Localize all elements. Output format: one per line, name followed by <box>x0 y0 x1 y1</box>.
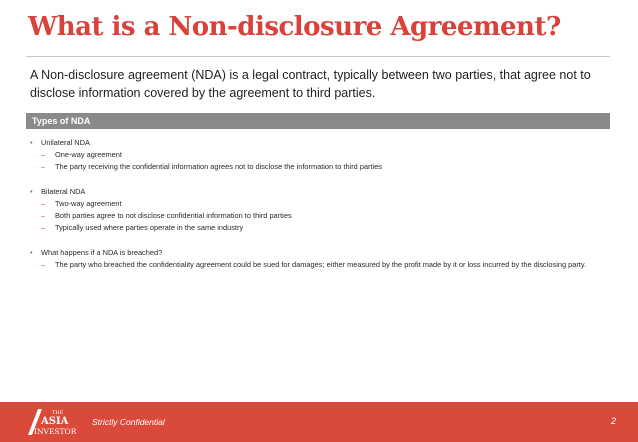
bullet-dot-icon: • <box>30 248 33 257</box>
sub-bullet <box>30 198 620 210</box>
sub-bullet-text: Both parties agree to not disclose confidential information to third parties <box>55 211 292 220</box>
title-divider <box>26 56 610 57</box>
confidential-label: Strictly Confidential <box>92 417 165 427</box>
dash-icon: – <box>41 150 46 159</box>
section-header: Types of NDA <box>26 113 610 129</box>
page-number: 2 <box>610 416 616 426</box>
dash-icon: – <box>41 199 46 208</box>
intro-paragraph: A Non-disclosure agreement (NDA) is a legal contract, typically between two parties, that agree not to disclose information covered by the agreement to third parties. <box>30 68 591 100</box>
dash-icon: – <box>41 260 46 269</box>
sub-bullet-text: Two-way agreement <box>55 199 122 208</box>
bullet-label: Unilateral NDA <box>41 138 90 147</box>
logo-text-the: THE <box>52 410 64 416</box>
sub-bullet <box>30 161 620 173</box>
logo-text-asia: ASIA <box>41 416 69 427</box>
bullet-dot-icon: • <box>30 187 33 196</box>
footer-bar <box>0 402 638 442</box>
slide-title: What is a Non-disclosure Agreement? <box>28 12 561 42</box>
bullet-breach <box>30 247 620 259</box>
bullet-bilateral <box>30 186 620 198</box>
sub-bullet-text: One-way agreement <box>55 150 122 159</box>
asia-investor-logo <box>24 405 76 439</box>
sub-bullet <box>30 259 620 271</box>
bullet-dot-icon: • <box>30 138 33 147</box>
list-item <box>30 137 620 173</box>
logo-text-investor: INVESTOR <box>34 427 76 436</box>
nda-types-list <box>30 137 620 284</box>
dash-icon: – <box>41 223 46 232</box>
sub-bullet-text: The party who breached the confidentiality agreement could be sued for damages; either measured by the profit made by it or loss incurred by the disclosing party. <box>55 260 587 269</box>
sub-bullet <box>30 222 620 234</box>
dash-icon: – <box>41 211 46 220</box>
sub-bullet-text: Typically used where parties operate in the same industry <box>55 223 244 232</box>
sub-bullet <box>30 149 620 161</box>
bullet-label: Bilateral NDA <box>41 187 86 196</box>
list-item <box>30 247 620 271</box>
sub-bullet-text: The party receiving the confidential information agrees not to disclose the information to third parties <box>55 162 383 171</box>
bullet-unilateral <box>30 137 620 149</box>
sub-bullet <box>30 210 620 222</box>
bullet-label: What happens if a NDA is breached? <box>41 248 163 257</box>
dash-icon: – <box>41 162 46 171</box>
list-item <box>30 186 620 234</box>
